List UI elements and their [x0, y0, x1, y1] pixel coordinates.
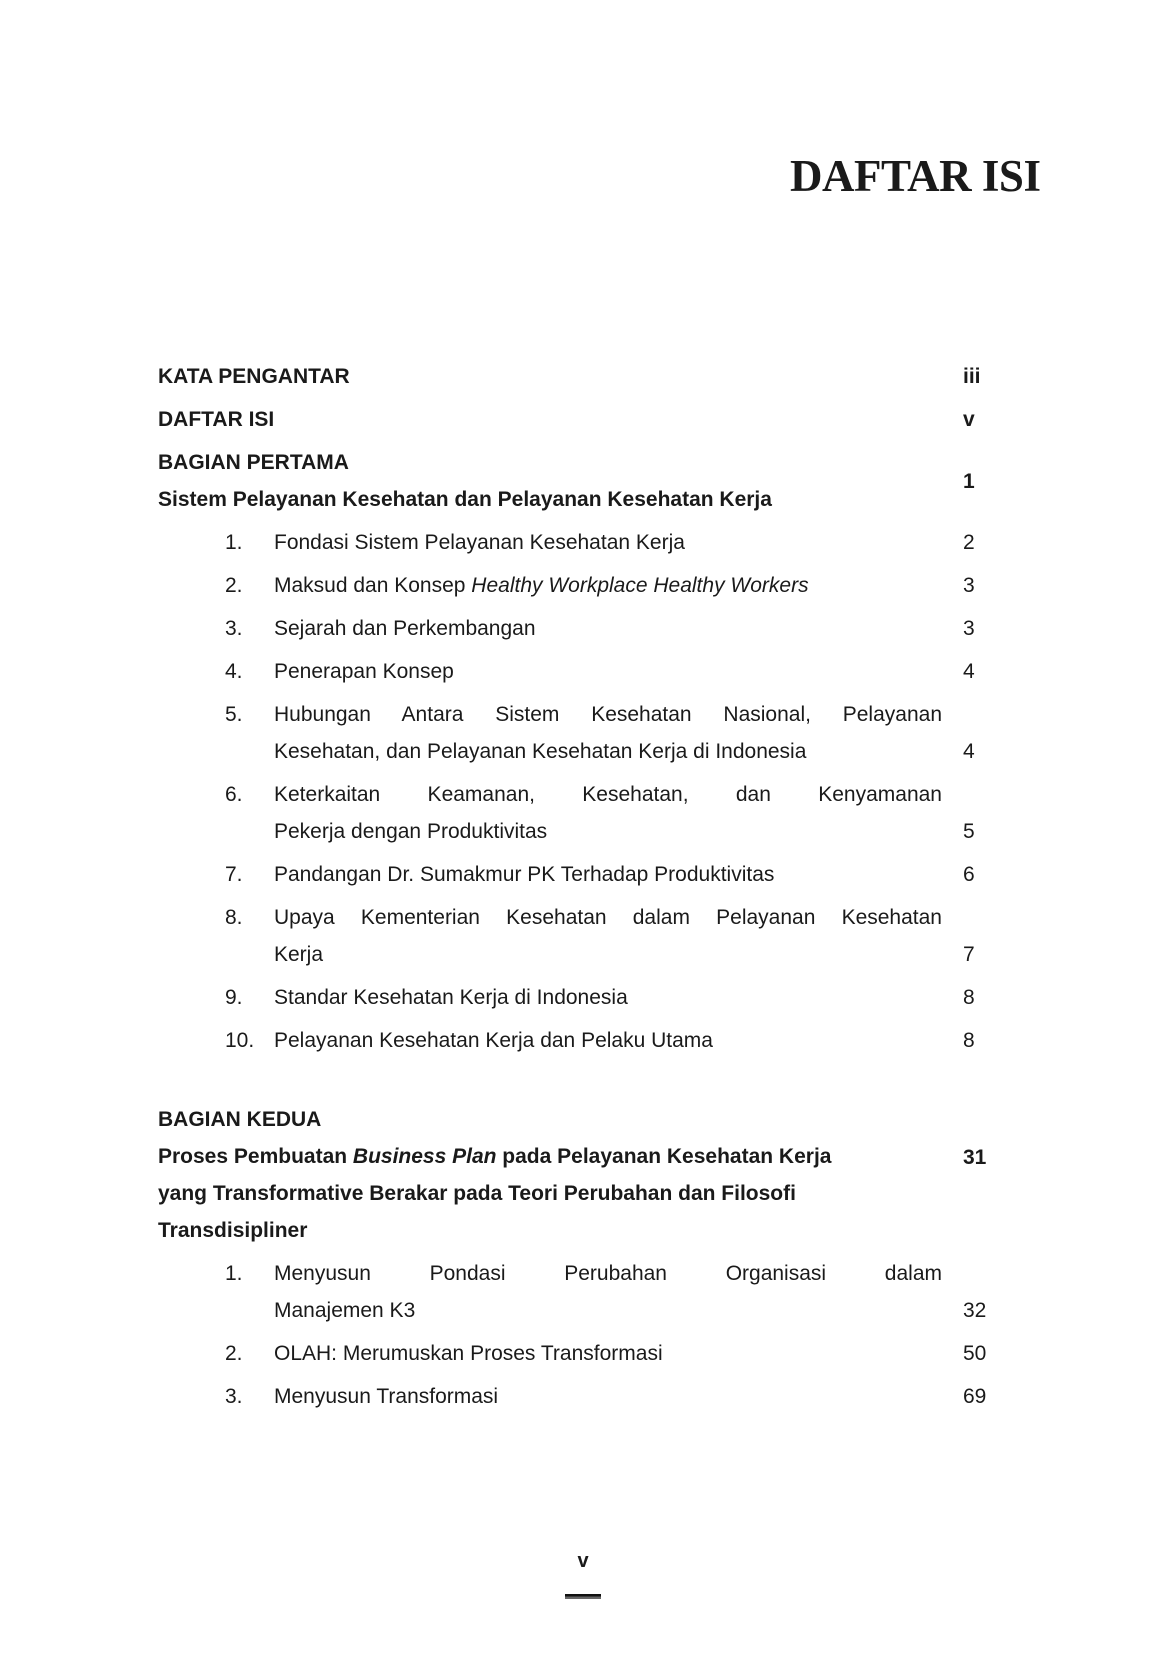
item-number: 5. [225, 703, 243, 726]
item-title-line: Kesehatan, dan Pelayanan Kesehatan Kerja di Indonesia [274, 740, 807, 763]
item-number: 2. [225, 1342, 243, 1365]
toc-heading: KATA PENGANTAR [158, 365, 350, 388]
part-title-italic: Business Plan [352, 1145, 497, 1168]
part-title-line [158, 1138, 963, 1175]
item-number: 3. [225, 617, 243, 640]
toc-page: 6 [963, 863, 975, 886]
toc-page: 1 [963, 469, 975, 493]
item-title: Standar Kesehatan Kerja di Indonesia [274, 986, 628, 1009]
part-title-line: Transdisipliner [158, 1219, 308, 1242]
item-number: 6. [225, 783, 243, 806]
part-label: BAGIAN KEDUA [158, 1108, 322, 1131]
item-title: Menyusun Transformasi [274, 1385, 499, 1408]
item-number: 8. [225, 906, 243, 929]
item-title-line: Menyusun Pondasi Perubahan Organisasi dalam [274, 1262, 942, 1285]
toc-page: 32 [963, 1299, 987, 1322]
toc-entry-bagian-pertama [158, 444, 1000, 518]
item-title-line: Hubungan Antara Sistem Kesehatan Nasional, Pelayanan [274, 703, 942, 726]
part-title-line: yang Transformative Berakar pada Teori Perubahan dan Filosofi [158, 1182, 796, 1205]
part-label: BAGIAN PERTAMA [158, 451, 349, 474]
item-title: Penerapan Konsep [274, 660, 454, 683]
item-title-line: Manajemen K3 [274, 1299, 416, 1322]
toc-page: 2 [963, 531, 975, 554]
toc-page: 3 [963, 574, 975, 597]
toc-page: 8 [963, 986, 975, 1009]
toc-page: 4 [963, 740, 975, 763]
toc-page: 4 [963, 660, 975, 683]
item-title: Pelayanan Kesehatan Kerja dan Pelaku Utama [274, 1029, 713, 1052]
item-number: 10. [225, 1029, 255, 1052]
toc-page: iii [963, 365, 981, 388]
toc-page: 5 [963, 820, 975, 843]
toc-page: 7 [963, 943, 975, 966]
item-number: 9. [225, 986, 243, 1009]
item-title [274, 567, 942, 604]
toc-heading: DAFTAR ISI [158, 408, 275, 431]
table-of-contents [158, 358, 1000, 1415]
toc-page: 50 [963, 1342, 987, 1365]
item-title: Pandangan Dr. Sumakmur PK Terhadap Produktivitas [274, 863, 775, 886]
page-number: v [577, 1550, 589, 1572]
part-title-text: Proses Pembuatan [158, 1145, 353, 1168]
toc-entry-kata-pengantar [158, 358, 1000, 395]
toc-page: 3 [963, 617, 975, 640]
item-number: 4. [225, 660, 243, 683]
item-number: 2. [225, 574, 243, 597]
item-title: OLAH: Merumuskan Proses Transformasi [274, 1342, 663, 1365]
toc-entry-daftar-isi [158, 401, 1000, 438]
item-title-line: Upaya Kementerian Kesehatan dalam Pelayanan Kesehatan [274, 906, 942, 929]
toc-page: 8 [963, 1029, 975, 1052]
toc-entry-bagian-kedua [158, 1101, 1000, 1249]
toc-page: v [963, 408, 975, 431]
item-title: Fondasi Sistem Pelayanan Kesehatan Kerja [274, 531, 685, 554]
item-number: 1. [225, 531, 243, 554]
item-number: 3. [225, 1385, 243, 1408]
page-title: DAFTAR ISI [790, 151, 1041, 201]
item-title: Sejarah dan Perkembangan [274, 617, 536, 640]
toc-page: 31 [963, 1145, 987, 1169]
part-title-text: pada Pelayanan Kesehatan Kerja [496, 1145, 832, 1168]
footer-rule [565, 1594, 601, 1599]
item-title-text: Maksud dan Konsep [274, 574, 472, 597]
item-title-line: Kerja [274, 943, 324, 966]
item-title-line: Pekerja dengan Produktivitas [274, 820, 548, 843]
toc-page: 69 [963, 1385, 987, 1408]
item-number: 1. [225, 1262, 243, 1285]
item-number: 7. [225, 863, 243, 886]
item-title-italic: Healthy Workplace Healthy Workers [471, 574, 809, 597]
part-title: Sistem Pelayanan Kesehatan dan Pelayanan Kesehatan Kerja [158, 488, 772, 511]
item-title-line: Keterkaitan Keamanan, Kesehatan, dan Kenyamanan [274, 783, 942, 806]
